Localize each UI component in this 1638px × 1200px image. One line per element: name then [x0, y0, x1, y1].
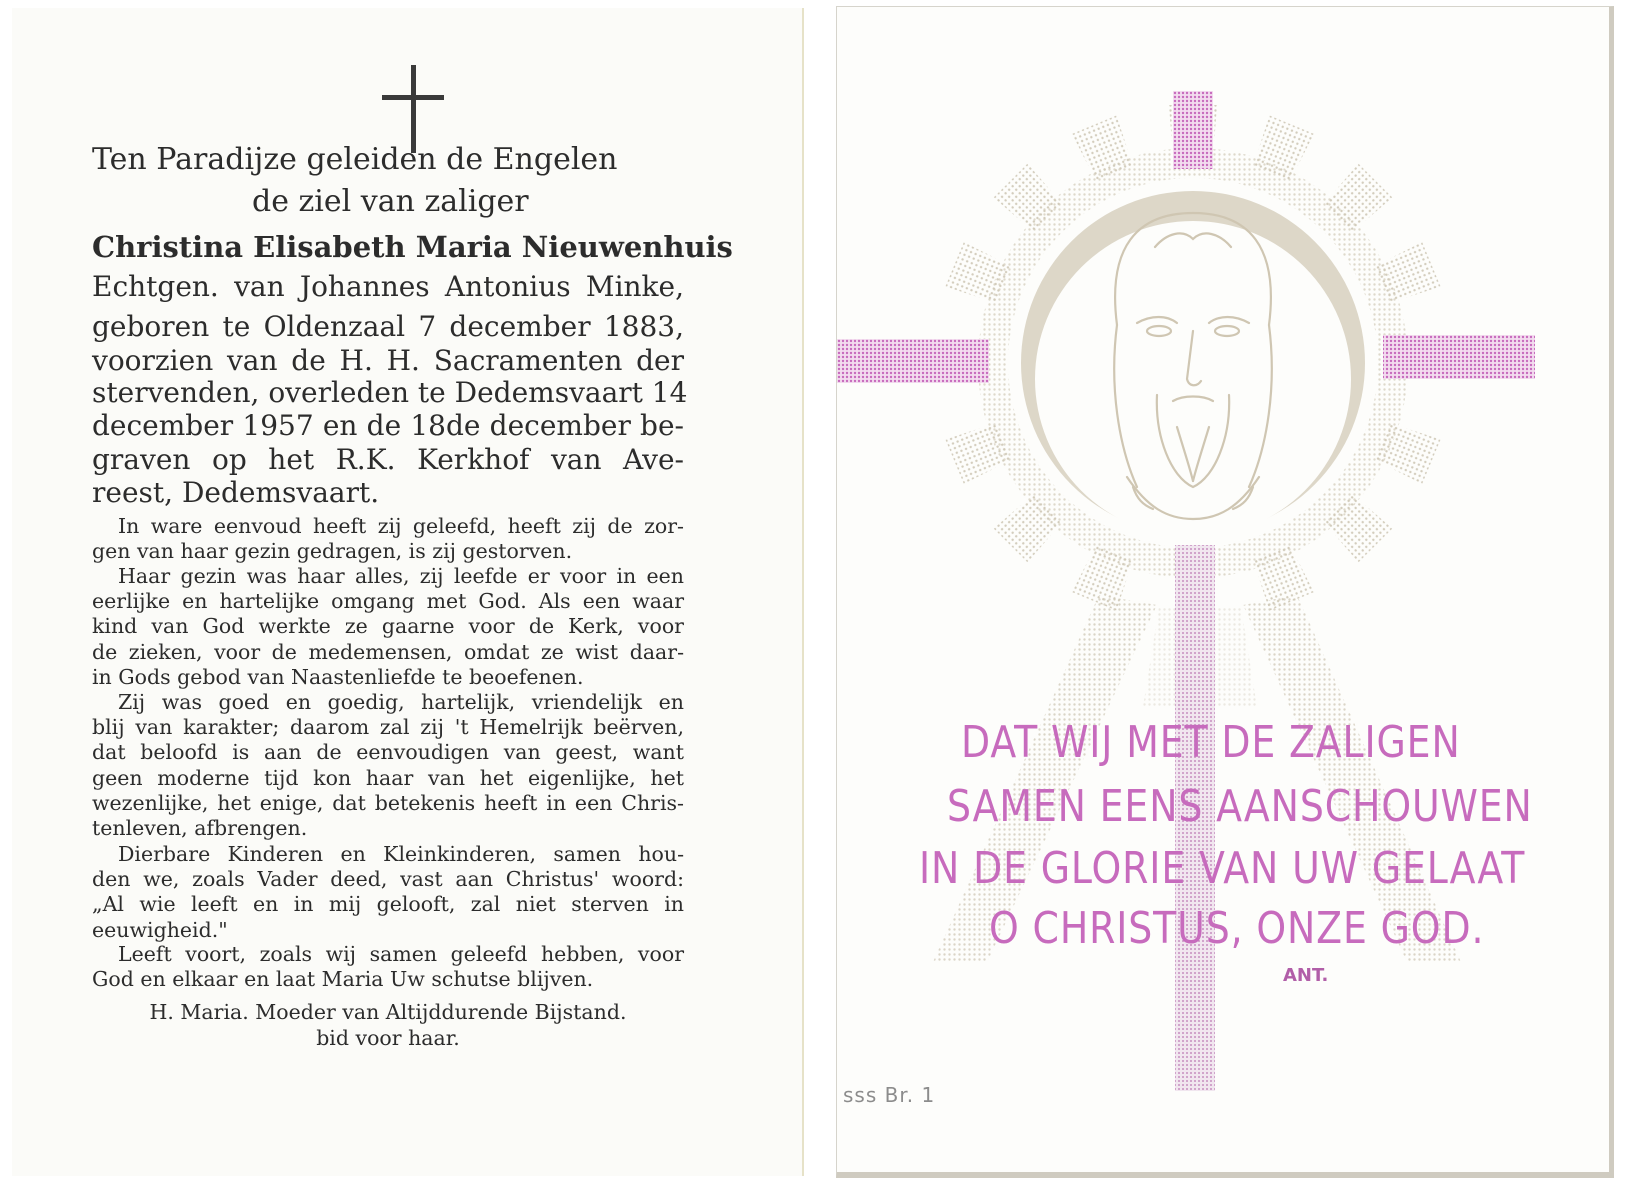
- verse-line-2: SAMEN EENS AANSCHOUWEN: [947, 781, 1533, 832]
- bio-line: reest, Dedemsvaart.: [92, 476, 380, 509]
- paragraph-line: Haar gezin was haar alles, zij leefde er voor in een: [118, 564, 684, 588]
- paragraph-2: [92, 564, 684, 690]
- paragraph-line: de zieken, voor de medemensen, omdat ze wist daar-: [92, 639, 684, 664]
- paragraph-1: [92, 514, 684, 564]
- bio-line: graven op het R.K. Kerkhof van Ave-: [92, 443, 684, 476]
- heading-line-1: Ten Paradijze geleiden de Engelen: [92, 142, 618, 177]
- closing-prayer-line-2: bid voor haar.: [316, 1026, 460, 1050]
- paragraph-line: blij van karakter; daarom zal zij 't Hemelrijk beërven,: [92, 715, 684, 740]
- memorial-card-text-side: [12, 8, 804, 1176]
- paragraph-line: kind van God werkte ze gaarne voor de Kerk, voor: [92, 614, 684, 639]
- paragraph-3: [92, 690, 684, 841]
- bio-line: Echtgen. van Johannes Antonius Minke,: [92, 270, 684, 303]
- paragraph-line: den we, zoals Vader deed, vast aan Christus' woord:: [92, 867, 684, 892]
- bio-line: december 1957 en de 18de december be-: [92, 409, 684, 442]
- paragraph-line: Leeft voort, zoals wij samen geleefd hebben, voor: [118, 942, 684, 966]
- deceased-name: Christina Elisabeth Maria Nieuwenhuis: [92, 230, 733, 264]
- closing-prayer-line-1: H. Maria. Moeder van Altijddurende Bijstand.: [149, 1000, 627, 1024]
- paragraph-line: Dierbare Kinderen en Kleinkinderen, samen hou-: [118, 842, 684, 866]
- paragraph-line: eerlijke en hartelijke omgang met God. Als een waar: [92, 589, 684, 614]
- verse-line-1: DAT WIJ MET DE ZALIGEN: [961, 717, 1461, 768]
- paragraph-line: gen van haar gezin gedragen, is zij gestorven.: [92, 539, 573, 564]
- cross-right-arm: [1383, 335, 1535, 379]
- paragraph-4: [92, 842, 684, 943]
- bio-line: voorzien van de H. H. Sacramenten der: [92, 344, 684, 377]
- bio-line: stervenden, overleden te Dedemsvaart 14: [92, 376, 688, 409]
- paragraph-line: God en elkaar en laat Maria Uw schutse blijven.: [92, 967, 594, 992]
- paragraph-line: dat beloofd is aan de eenvoudigen van geest, want: [92, 740, 684, 765]
- memorial-card-image-side: [836, 6, 1614, 1178]
- paragraph-line: Zij was goed en goedig, hartelijk, vriendelijk en: [118, 690, 684, 714]
- paragraph-line: geen moderne tijd kon haar van het eigenlijke, het: [92, 765, 684, 790]
- christ-halo-illustration: [837, 7, 1615, 1179]
- paragraph-line: eeuwigheid.": [92, 917, 228, 942]
- bio-line: geboren te Oldenzaal 7 december 1883,: [92, 310, 684, 343]
- heading-line-2: de ziel van zaliger: [252, 184, 529, 219]
- paragraph-line: wezenlijke, het enige, dat betekenis heeft in een Chris-: [92, 790, 684, 815]
- verse-line-4: O CHRISTUS, ONZE GOD.: [989, 903, 1485, 954]
- print-code: sss Br. 1: [843, 1083, 936, 1107]
- paragraph-line: In ware eenvoud heeft zij geleefd, heeft zij de zor-: [118, 514, 684, 538]
- paragraph-line: „Al wie leeft en in mij gelooft, zal niet sterven in: [92, 892, 684, 917]
- paragraph-line: in Gods gebod van Naastenliefde te beoefenen.: [92, 664, 584, 689]
- verse-line-3: IN DE GLORIE VAN UW GELAAT: [919, 843, 1526, 894]
- artist-signature: ANT.: [1283, 965, 1329, 986]
- paragraph-5: [92, 942, 684, 992]
- cross-left-arm: [837, 339, 989, 383]
- paragraph-line: tenleven, afbrengen.: [92, 816, 308, 841]
- cross-top-arm: [1173, 91, 1213, 169]
